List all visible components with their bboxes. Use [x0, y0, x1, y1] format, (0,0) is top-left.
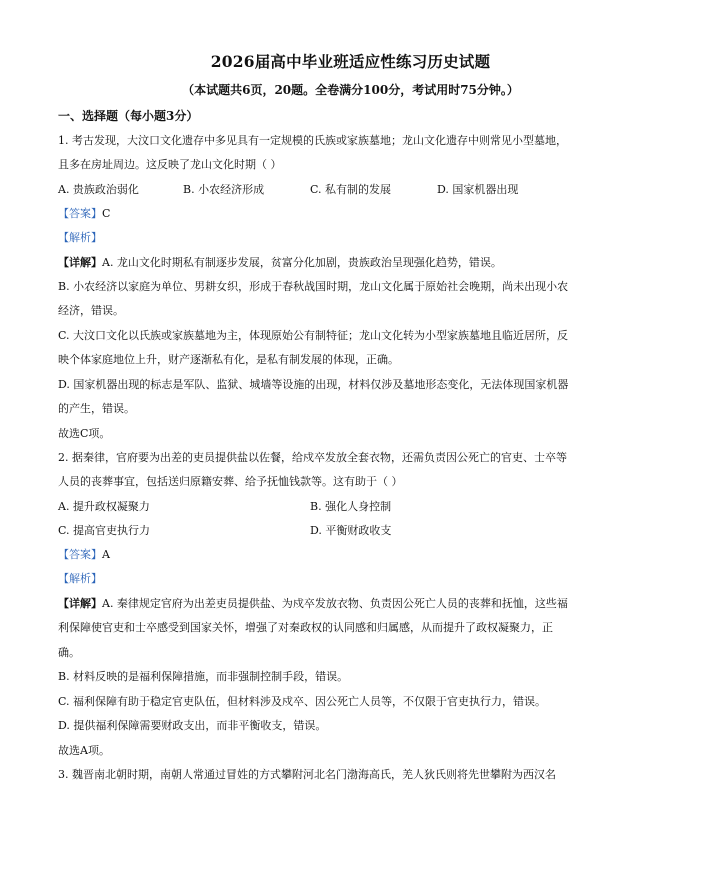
q2-option-d: D. 平衡财政收支 — [310, 524, 392, 537]
q1-option-c: C. 私有制的发展 — [310, 183, 392, 196]
exam-subtitle: （本试题共6页，20题。全卷满分100分，考试用时75分钟。） — [182, 83, 519, 97]
q2-detail-b: B. 材料反映的是福利保障措施，而非强制控制手段，错误。 — [58, 670, 349, 683]
page-title: 2026届高中毕业班适应性练习历史试题 — [210, 52, 491, 71]
q1-analysis-tag — [58, 231, 102, 245]
q2-analysis-tag — [58, 572, 102, 586]
q1-answer — [58, 207, 110, 221]
q1-detail-c-line2: 映个体家庭地位上升，财产逐渐私有化，是私有制发展的体现，正确。 — [58, 353, 399, 366]
analysis-tag: 【解析】 — [58, 572, 102, 585]
q3-stem-line1: 3. 魏晋南北朝时期，南朝人常通过冒姓的方式攀附河北名门渤海高氏，羌人狄氏则将先世攀附为西汉名 — [58, 768, 556, 781]
answer-value: A — [102, 548, 110, 561]
answer-tag: 【答案】 — [58, 207, 102, 220]
q1-detail-b-line2: 经济，错误。 — [58, 304, 124, 317]
q2-stem-line2: 人员的丧葬事宜，包括送归原籍安葬、给予抚恤钱款等。这有助于（ ） — [58, 475, 403, 488]
answer-tag: 【答案】 — [58, 548, 102, 561]
q2-detail-a-line3: 确。 — [58, 646, 80, 659]
q1-stem-line1: 1. 考古发现，大汶口文化遗存中多见具有一定规模的氏族或家族墓地；龙山文化遗存中则常见小型墓地， — [58, 134, 567, 147]
q1-stem-line2: 且多在房址周边。这反映了龙山文化时期（ ） — [58, 158, 282, 171]
detail-text: A. 秦律规定官府为出差吏员提供盐、为戍卒发放衣物、负责因公死亡人员的丧葬和抚恤，这些福 — [102, 597, 568, 610]
q1-option-b: B. 小农经济形成 — [183, 183, 265, 196]
q2-detail-d: D. 提供福利保障需要财政支出，而非平衡收支，错误。 — [58, 719, 327, 732]
q2-answer — [58, 548, 110, 562]
analysis-tag: 【解析】 — [58, 231, 102, 244]
q2-option-c: C. 提高官吏执行力 — [58, 524, 151, 537]
detail-tag: 【详解】 — [58, 597, 102, 610]
q2-conclusion: 故选A项。 — [58, 744, 110, 757]
q2-option-b: B. 强化人身控制 — [310, 500, 392, 513]
q1-detail-d-line2: 的产生，错误。 — [58, 402, 135, 415]
q2-detail-a-line1 — [58, 597, 568, 611]
q2-detail-c: C. 福利保障有助于稳定官吏队伍，但材料涉及戍卒、因公死亡人员等，不仅限于官吏执行力，错误。 — [58, 695, 547, 708]
q1-conclusion: 故选C项。 — [58, 427, 111, 440]
q1-detail-b-line1: B. 小农经济以家庭为单位、男耕女织，形成于春秋战国时期，龙山文化属于原始社会晚期，尚未出现小农 — [58, 280, 569, 293]
q1-detail-c-line1: C. 大汶口文化以氏族或家族墓地为主，体现原始公有制特征；龙山文化转为小型家族墓地且临近居所，反 — [58, 329, 569, 342]
q1-detail-d-line1: D. 国家机器出现的标志是军队、监狱、城墙等设施的出现，材料仅涉及墓地形态变化，无法体现国家机器 — [58, 378, 569, 391]
q1-option-d: D. 国家机器出现 — [437, 183, 519, 196]
q2-stem-line1: 2. 据秦律，官府要为出差的吏员提供盐以佐餐，给戍卒发放全套衣物，还需负责因公死亡的官吏、士卒等 — [58, 451, 567, 464]
q1-option-a: A. 贵族政治弱化 — [58, 183, 139, 196]
detail-tag: 【详解】 — [58, 256, 102, 269]
q2-option-a: A. 提升政权凝聚力 — [58, 500, 150, 513]
section-heading: 一、选择题（每小题3分） — [58, 109, 199, 123]
q2-detail-a-line2: 利保障使官吏和士卒感受到国家关怀，增强了对秦政权的认同感和归属感，从而提升了政权凝聚力，正 — [58, 621, 553, 634]
answer-value: C — [102, 207, 111, 220]
detail-text: A. 龙山文化时期私有制逐步发展，贫富分化加剧，贵族政治呈现强化趋势，错误。 — [102, 256, 502, 269]
q1-detail-a — [58, 256, 502, 270]
